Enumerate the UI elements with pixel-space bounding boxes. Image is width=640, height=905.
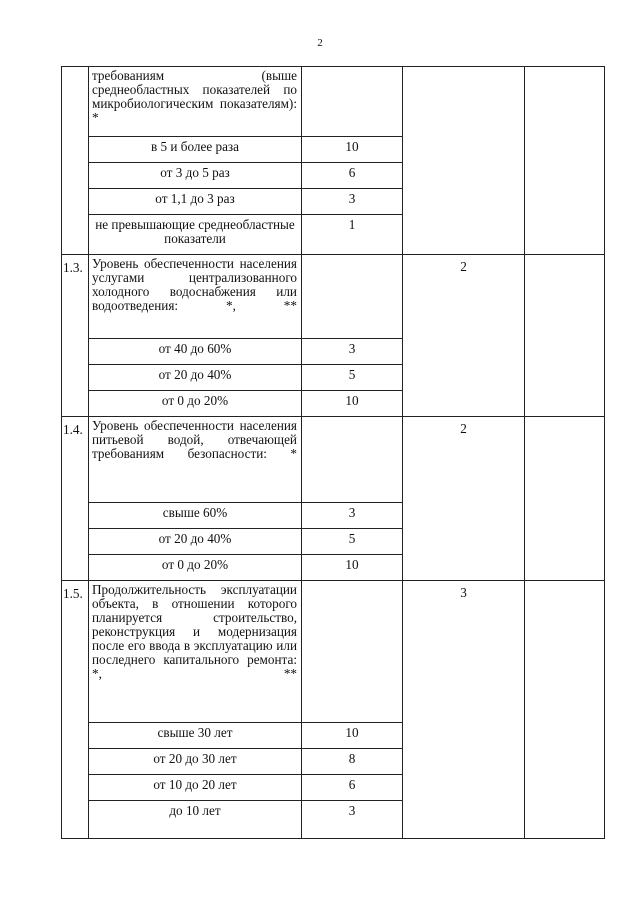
points-cell [302,67,403,137]
weight-cell [403,67,525,255]
option-label: от 0 до 20% [89,555,302,581]
option-label: от 20 до 30 лет [89,749,302,775]
criterion-name [89,581,302,723]
option-label: от 20 до 40% [89,529,302,555]
option-label: свыше 60% [89,503,302,529]
option-points: 8 [302,749,403,775]
weight-value: 2 [403,255,525,417]
option-label: от 0 до 20% [89,391,302,417]
table-row [62,581,605,723]
option-points: 6 [302,775,403,801]
page-number: 2 [317,37,323,49]
row-number: 1.3. [62,255,89,417]
option-points: 10 [302,391,403,417]
option-points: 10 [302,137,403,163]
option-points: 3 [302,339,403,365]
option-label: от 3 до 5 раз [89,163,302,189]
option-points: 10 [302,723,403,749]
option-label: от 40 до 60% [89,339,302,365]
criterion-text: Уровень обеспеченности населения услугами централизованного холодного водоснабжения или водоотведения: *, ** [92,256,297,313]
option-points: 5 [302,365,403,391]
option-points: 1 [302,215,403,255]
extra-cell [525,67,605,255]
criterion-text: Продолжительность эксплуатации объекта, в отношении которого планируется строительство, реконструкция и модернизация после его ввода в эксплуатацию или последнего капитального ремонта: *, ** [92,582,297,681]
points-cell [302,255,403,339]
number-cell [62,67,89,255]
extra-cell [525,417,605,581]
weight-value: 2 [403,417,525,581]
points-cell [302,417,403,503]
option-label: свыше 30 лет [89,723,302,749]
criterion-text: требованиям (выше среднеобластных показателей по микробиологическим показателям): * [92,68,297,125]
criterion-name [89,255,302,339]
extra-cell [525,255,605,417]
criterion-text: Уровень обеспеченности населения питьевой водой, отвечающей требованиям безопасности: * [92,418,297,461]
row-number: 1.4. [62,417,89,581]
table-row [62,67,605,137]
criteria-table [61,66,605,839]
option-points: 3 [302,503,403,529]
option-points: 6 [302,163,403,189]
option-label: до 10 лет [89,801,302,839]
option-points: 5 [302,529,403,555]
option-points: 10 [302,555,403,581]
row-number: 1.5. [62,581,89,839]
option-label: от 20 до 40% [89,365,302,391]
weight-value: 3 [403,581,525,839]
points-cell [302,581,403,723]
option-label: от 1,1 до 3 раз [89,189,302,215]
table-row [62,417,605,503]
table-row [62,255,605,339]
option-points: 3 [302,189,403,215]
criterion-name [89,417,302,503]
option-points: 3 [302,801,403,839]
extra-cell [525,581,605,839]
option-label: от 10 до 20 лет [89,775,302,801]
option-label: не превышающие среднеобластные показатели [89,215,302,255]
option-label: в 5 и более раза [89,137,302,163]
criterion-name [89,67,302,137]
